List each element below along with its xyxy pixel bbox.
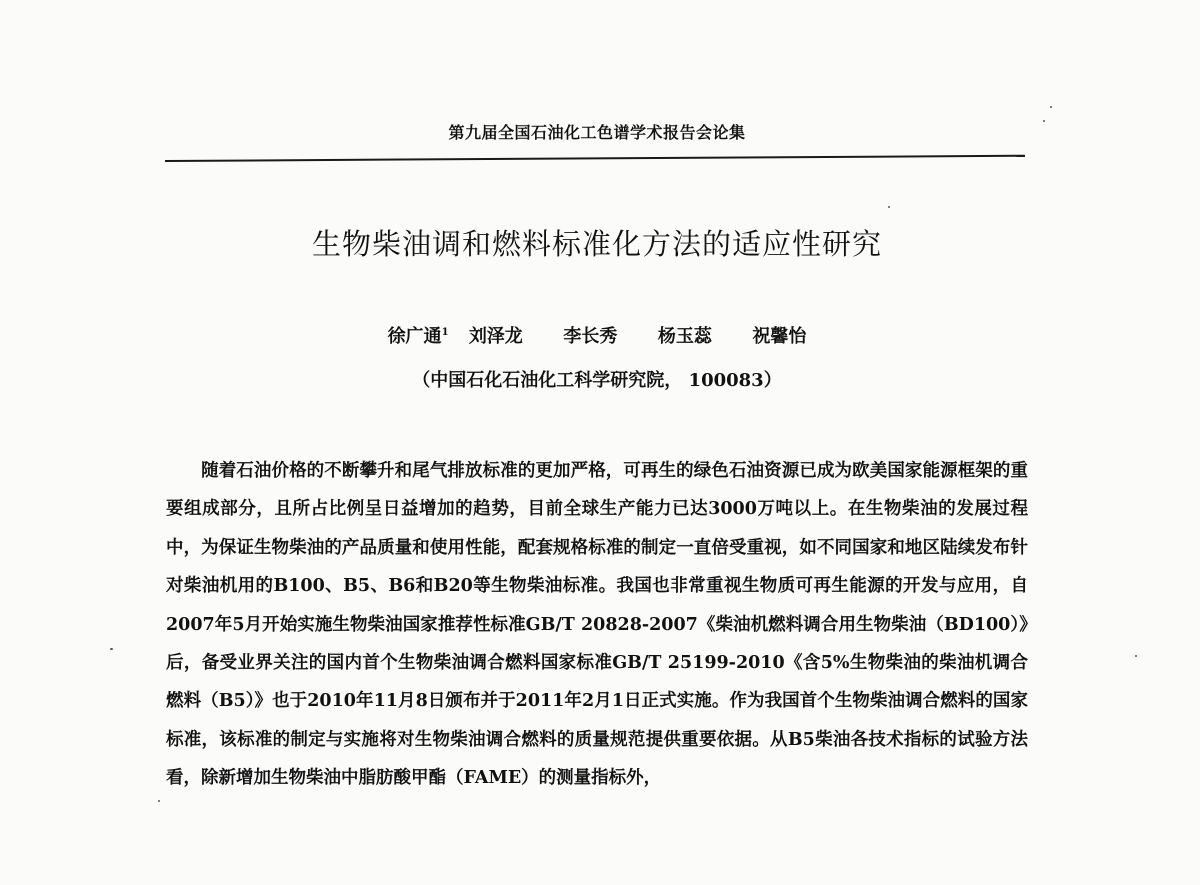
author-list bbox=[168, 322, 1026, 348]
running-head: 第九届全国石油化工色谱学术报告会论集 bbox=[448, 123, 746, 142]
scan-speck bbox=[1135, 655, 1137, 657]
scan-speck bbox=[888, 206, 890, 208]
scan-speck bbox=[1043, 120, 1045, 122]
scan-speck bbox=[110, 648, 113, 650]
author-others: 刘泽龙 李长秀 杨玉蕊 祝馨怡 bbox=[468, 326, 807, 347]
body-text: 随着石油价格的不断攀升和尾气排放标准的更加严格，可再生的绿色石油资源已成为欧美国家能源框架的重要组成部分，且所占比例呈日益增加的趋势，目前全球生产能力已达3000万吨以上。在生物柴油的发展过程中，为保证生物柴油的产品质量和使用性能，配套规格标准的制定一直倍受重视，如不同国家和地区陆续发布针对柴油机用的B100、B5、B6和B20等生物柴油标准。我国也非常重视生物质可再生能源的开发与应用，自2007年5月开始实施生物柴油国家推荐性标准GB/T 20828-2007《柴油机燃料调合用生物柴油（BD100）》后，备受业界关注的国内首个生物柴油调合燃料国家标准GB/T 25199-2010《含5%生物柴油的柴油机调合燃料（B5）》也于2010年11月8日颁布并于2011年2月1日正式实施。作为我国首个生物柴油调合燃料的国家标准，该标准的制定与实施将对生物柴油调合燃料的质量规范提供重要依据。从B5柴油各技术指标的试验方法看，除新增加生物柴油中脂肪酸甲酯（FAME）的测量指标外， bbox=[166, 461, 1028, 789]
paper-title: 生物柴油调和燃料标准化方法的适应性研究 bbox=[311, 227, 882, 261]
scan-speck bbox=[158, 800, 160, 802]
author-first: 徐广通 bbox=[387, 326, 442, 347]
affiliation: （中国石化石油化工科学研究院， 100083） bbox=[412, 370, 782, 391]
body-paragraph bbox=[166, 452, 1028, 798]
scan-speck bbox=[1050, 106, 1052, 108]
header-rule bbox=[165, 155, 1025, 162]
author-first-marker: 1 bbox=[441, 327, 449, 338]
